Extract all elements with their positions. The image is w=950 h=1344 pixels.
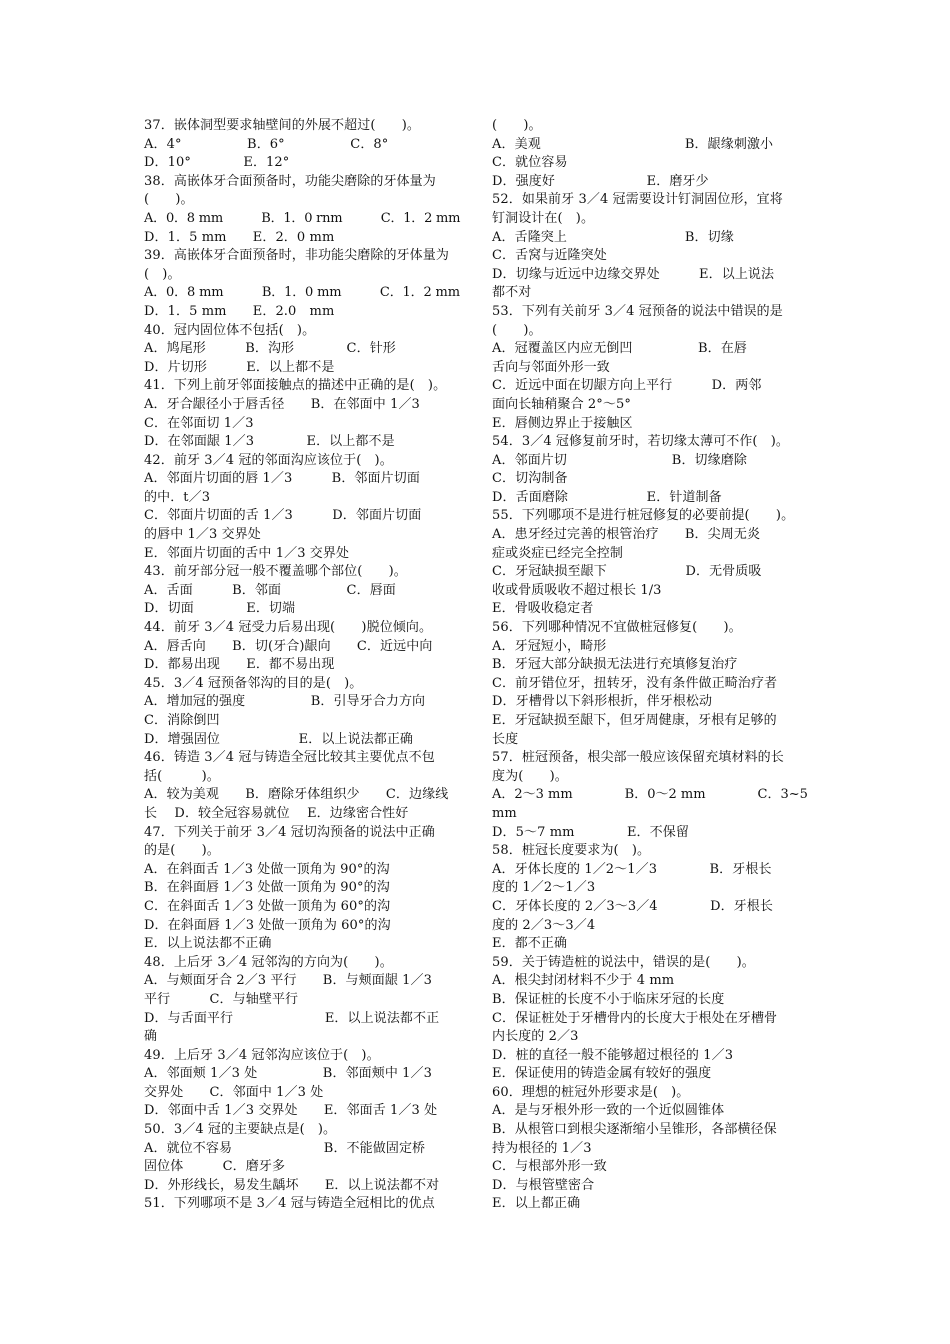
right-text-line: D．强度好 E．磨牙少: [492, 173, 709, 189]
left-text-line: B．在斜面唇 1／3 处做一顶角为 90°的沟: [144, 880, 390, 896]
left-text-line: D．都易出现 E．都不易出现: [144, 657, 335, 673]
left-text-line: 平行 C．与轴壁平行: [144, 991, 299, 1007]
right-text-line: B．牙冠大部分缺损无法进行充填修复治疗: [492, 657, 738, 673]
left-text-line: 51．下列哪项不是 3／4 冠与铸造全冠相比的优点: [144, 1196, 435, 1212]
left-text-line: D．邻面中舌 1／3 交界处 E．邻面舌 1／3 处: [144, 1103, 438, 1119]
left-text-line: A．舌面 B．邻面 C．唇面: [144, 582, 396, 598]
right-text-line: A．牙冠短小，畸形: [492, 638, 607, 654]
right-text-line: 58．桩冠长度要求为( )。: [492, 843, 651, 859]
right-text-line: C．保证桩处于牙槽骨内的长度大于根处在牙槽骨: [492, 1010, 778, 1026]
left-text-line: D．10° E．12°: [144, 155, 290, 171]
left-text-line: ( )。: [144, 192, 194, 208]
right-text-line: C．切沟制备: [492, 471, 568, 487]
right-text-line: C．牙体长度的 2／3～3／4 D．牙根长: [492, 898, 773, 914]
right-text-line: C．前牙错位牙，扭转牙，没有条件做正畸治疗者: [492, 675, 778, 691]
left-text-line: 47．下列关于前牙 3／4 冠切沟预备的说法中正确: [144, 824, 435, 840]
left-text-line: D．1．5 mm E．2．0 mm: [144, 229, 335, 245]
right-text-line: 都不对: [492, 285, 532, 301]
left-text-line: 48．上后牙 3／4 冠邻沟的方向为( )。: [144, 954, 393, 970]
right-text-line: D．牙槽骨以下斜形根折，伴牙根松动: [492, 694, 713, 710]
left-text-line: D．增强固位 E．以上说法都正确: [144, 731, 414, 747]
right-text-line: C．就位容易: [492, 155, 568, 171]
left-text-line: C．消除倒凹: [144, 713, 220, 728]
left-text-line: E．邻面片切面的舌中 1／3 交界处: [144, 545, 350, 561]
right-text-line: 53．下列有关前牙 3／4 冠预备的说法中错误的是: [492, 303, 783, 319]
left-text-line: A．与颊面牙合 2／3 平行 B．与颊面龈 1／3: [144, 973, 433, 989]
left-text-line: D．在邻面龈 1／3 E．以上都不是: [144, 434, 395, 450]
left-text-line: 40．冠内固位体不包括( )。: [144, 322, 316, 338]
right-text-line: B．从根管口到根尖逐渐缩小呈锥形，各部横径保: [492, 1122, 777, 1138]
left-text-line: D．与舌面平行 E．以上说法都不正: [144, 1010, 440, 1026]
right-text-line: D．与根管壁密合: [492, 1177, 595, 1193]
left-text-line: 长 D．较全冠容易就位 E．边缘密合性好: [144, 805, 409, 821]
right-text-line: 面向长轴稍聚合 2°～5°: [492, 396, 631, 412]
right-text-line: 收或骨质吸收不超过根长 1/3: [492, 582, 662, 598]
right-text-line: A．舌隆突上 B．切缘: [492, 229, 734, 245]
right-text-line: 长度: [492, 731, 519, 747]
left-text-line: 的中．t／3: [144, 489, 211, 505]
right-text-line: 症或炎症已经完全控制: [492, 545, 624, 561]
left-text-line: ( )。: [144, 266, 181, 282]
right-text-line: 持为根径的 1／3: [492, 1140, 592, 1156]
left-text-line: A．在斜面舌 1／3 处做一顶角为 90°的沟: [144, 861, 390, 877]
left-text-line: 的是( )。: [144, 843, 220, 859]
left-text-line: A．0．8 mm B．1．0 rnm C．1．2 mm: [144, 210, 461, 226]
right-text-line: A．2～3 mm B．0～2 mm C．3~5: [492, 787, 808, 803]
right-text-line: D．桩的直径一般不能够超过根径的 1／3: [492, 1047, 734, 1063]
left-text-line: A．邻面颊 1／3 处 B．邻面颊中 1／3: [144, 1066, 433, 1082]
right-text-line: 52．如果前牙 3／4 冠需要设计钉洞固位形，宜将: [492, 192, 783, 208]
right-text-line: 钉洞设计在( )。: [492, 210, 595, 226]
right-text-line: 内长度的 2／3: [492, 1029, 579, 1045]
left-text-line: A．0．8 mm B．1．0 mm C．1．2 mm: [144, 285, 460, 301]
right-text-line: ( )。: [492, 322, 542, 338]
left-text-line: 46．铸造 3／4 冠与铸造全冠比较其主要优点不包: [144, 750, 435, 766]
left-text-line: A．牙合龈径小于唇舌径 B．在邻面中 1／3: [144, 396, 420, 412]
left-text-line: 确: [144, 1029, 158, 1045]
left-text-line: D．在斜面唇 1／3 处做一顶角为 60°的沟: [144, 917, 391, 933]
left-column: [144, 117, 460, 1214]
right-text-line: 度的 1／2～1／3: [492, 880, 596, 896]
left-text-line: D．片切形 E．以上都不是: [144, 359, 335, 375]
left-text-line: D．1．5 mm E．2.0 mm: [144, 303, 335, 319]
left-text-line: E．以上说法都不正确: [144, 936, 272, 952]
right-text-line: E．唇侧边界止于接触区: [492, 415, 633, 431]
right-text-line: E．牙冠缺损至龈下，但牙周健康，牙根有足够的: [492, 713, 777, 728]
right-text-line: C．牙冠缺损至龈下 D．无骨质吸: [492, 564, 762, 580]
right-text-line: A．冠覆盖区内应无倒凹 B．在唇: [492, 341, 747, 357]
left-text-line: D．外形线长，易发生龋坏 E．以上说法都不对: [144, 1177, 440, 1193]
left-text-line: 50．3／4 冠的主要缺点是( )。: [144, 1122, 337, 1138]
left-text-line: A．鸠尾形 B．沟形 C．针形: [144, 341, 396, 357]
right-text-line: D．5～7 mm E．不保留: [492, 824, 689, 840]
right-text-line: A．美观 B．龈缘刺激小: [492, 136, 774, 152]
left-text-line: A．4° B．6° C．8°: [144, 136, 389, 152]
left-text-line: C．在斜面舌 1／3 处做一顶角为 60°的沟: [144, 898, 391, 914]
left-text-line: 37．嵌体洞型要求轴壁间的外展不超过( )。: [144, 118, 420, 133]
right-text-line: D．舌面磨除 E．针道制备: [492, 489, 722, 505]
right-text-line: 54．3／4 冠修复前牙时，若切缘太薄可不作( )。: [492, 434, 789, 450]
left-text-line: 固位体 C．磨牙多: [144, 1159, 286, 1175]
right-text-line: 57．桩冠预备，根尖部一般应该保留充填材料的长: [492, 750, 784, 766]
left-text-line: 括( )。: [144, 768, 220, 784]
left-text-line: 的唇中 1／3 交界处: [144, 527, 261, 543]
right-text-line: mm: [492, 805, 517, 821]
left-text-line: A．较为美观 B．磨除牙体组织少 C．边缘线: [144, 787, 449, 803]
left-text-line: A．增加冠的强度 B．引导牙合力方向: [144, 694, 426, 710]
right-text-line: E．保证使用的铸造金属有较好的强度: [492, 1066, 712, 1082]
right-text-line: E．以上都正确: [492, 1196, 581, 1212]
right-text-line: A．邻面片切 B．切缘磨除: [492, 452, 747, 468]
right-text-line: E．都不正确: [492, 936, 568, 952]
right-column: [492, 117, 808, 1214]
right-text-line: A．牙体长度的 1／2～1／3 B．牙根长: [492, 861, 772, 877]
right-text-line: C．舌窝与近隆突处: [492, 248, 607, 264]
left-text-line: 45．3／4 冠预备邻沟的目的是( )。: [144, 675, 363, 691]
left-text-line: C．邻面片切面的舌 1／3 D．邻面片切面: [144, 508, 422, 524]
left-text-line: D．切面 E．切端: [144, 601, 296, 617]
left-text-line: C．在邻面切 1／3: [144, 415, 254, 431]
left-text-line: A．邻面片切面的唇 1／3 B．邻面片切面: [144, 471, 420, 487]
left-text-line: 38．高嵌体牙合面预备时，功能尖磨除的牙体量为: [144, 173, 436, 189]
right-text-line: A．患牙经过完善的根管治疗 B．尖周无炎: [492, 527, 761, 543]
right-text-line: C．与根部外形一致: [492, 1159, 607, 1175]
left-text-line: 交界处 C．邻面中 1／3 处: [144, 1084, 324, 1100]
right-text-line: E．骨吸收稳定者: [492, 601, 594, 617]
right-text-line: 度的 2／3～3／4: [492, 917, 596, 933]
right-text-line: 56．下列哪种情况不宜做桩冠修复( )。: [492, 620, 742, 636]
left-text-line: 44．前牙 3／4 冠受力后易出现( )脱位倾向。: [144, 620, 433, 636]
right-text-line: 55．下列哪项不是进行桩冠修复的必要前提( )。: [492, 508, 795, 524]
right-text-line: D．切缘与近远中边缘交界处 E．以上说法: [492, 266, 775, 282]
left-text-line: A．就位不容易 B．不能做固定桥: [144, 1140, 426, 1156]
right-text-line: 60．理想的桩冠外形要求是( )。: [492, 1084, 690, 1100]
left-text-line: 41．下列上前牙邻面接触点的描述中正确的是( )。: [144, 378, 447, 394]
right-text-line: 度为( )。: [492, 768, 568, 784]
right-text-line: 59．关于铸造桩的说法中，错误的是( )。: [492, 954, 755, 970]
left-text-line: 42．前牙 3／4 冠的邻面沟应该位于( )。: [144, 452, 393, 468]
right-text-line: A．根尖封闭材料不少于 4 mm: [492, 973, 675, 989]
right-text-line: A．是与牙根外形一致的一个近似圆锥体: [492, 1103, 725, 1119]
right-text-line: 舌向与邻面外形一致: [492, 359, 610, 375]
right-text-line: B．保证桩的长度不小于临床牙冠的长度: [492, 991, 725, 1007]
left-text-line: 39．高嵌体牙合面预备时，非功能尖磨除的牙体量为: [144, 248, 449, 264]
left-text-line: 49．上后牙 3／4 冠邻沟应该位于( )。: [144, 1047, 380, 1063]
left-text-line: 43．前牙部分冠一般不覆盖哪个部位( )。: [144, 564, 407, 580]
right-text-line: ( )。: [492, 118, 542, 133]
left-text-line: A．唇舌向 B．切(牙合)龈向 C．近远中向: [144, 638, 433, 654]
right-text-line: C．近远中面在切龈方向上平行 D．两邻: [492, 378, 762, 394]
